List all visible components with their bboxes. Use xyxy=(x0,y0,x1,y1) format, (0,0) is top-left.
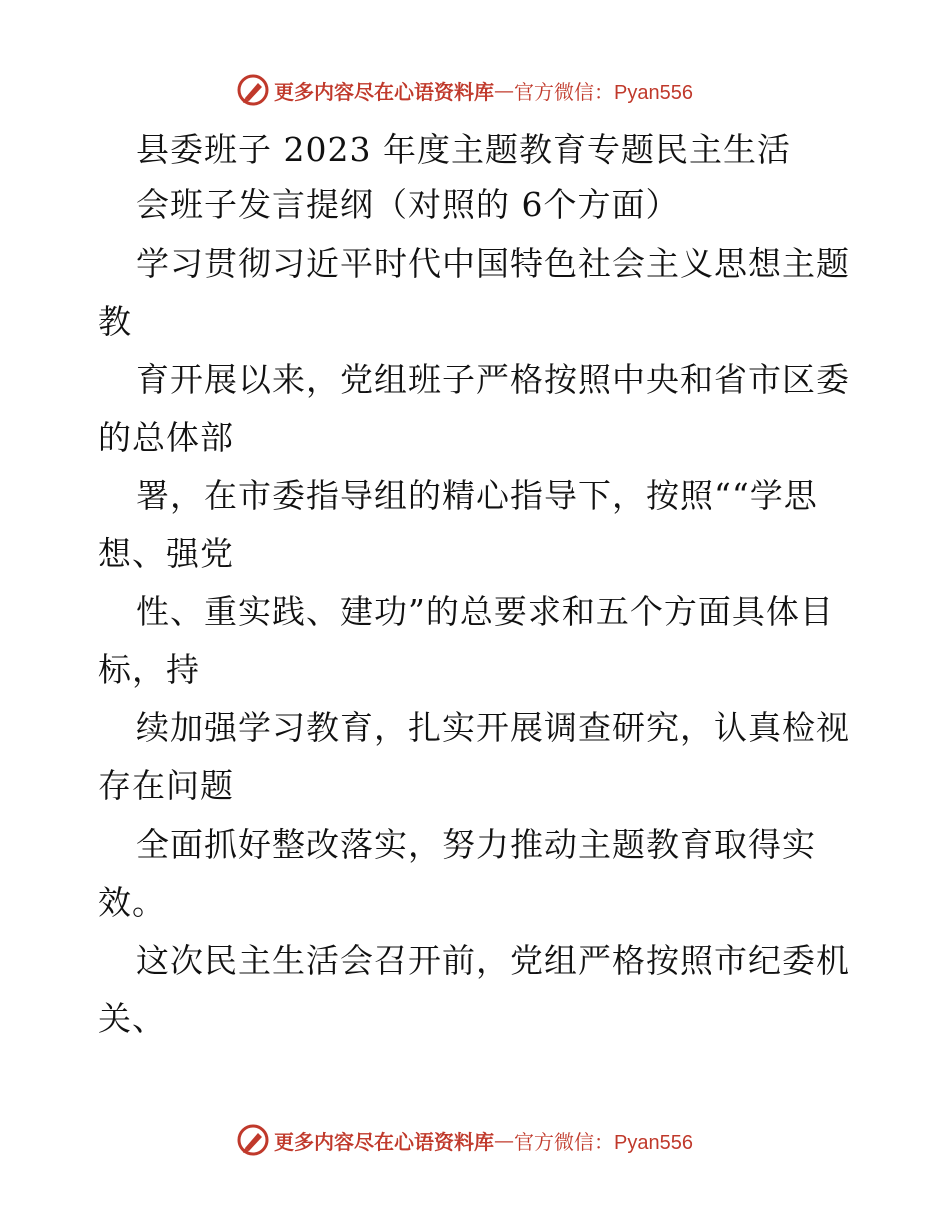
footer-watermark xyxy=(236,1122,693,1158)
paragraph-line: 育开展以来，党组班子严格按照中央和省市区委 xyxy=(136,360,850,399)
watermark-text: 更多内容尽在心语资料库 xyxy=(274,1129,494,1154)
watermark-contact: 官方微信：Pyan556 xyxy=(514,1131,693,1154)
paragraph-line: 全面抓好整改落实，努力推动主题教育取得实 xyxy=(136,825,816,864)
watermark-contact: 官方微信：Pyan556 xyxy=(514,81,693,104)
title-line-1: 县委班子 2023 年度主题教育专题民主生活 xyxy=(136,130,791,169)
title-line-2: 会班子发言提纲（对照的 6个方面） xyxy=(136,185,680,224)
paragraph-line: 署，在市委指导组的精心指导下，按照““学思 xyxy=(136,476,818,515)
paragraph-line: 教 xyxy=(98,302,132,341)
watermark-separator: — xyxy=(494,78,514,102)
paragraph-line: 学习贯彻习近平时代中国特色社会主义思想主题 xyxy=(136,244,850,283)
paragraph-line: 关、 xyxy=(98,999,166,1038)
paragraph-line: 这次民主生活会召开前，党组严格按照市纪委机 xyxy=(136,941,850,980)
pen-logo-icon xyxy=(236,1123,270,1157)
paragraph-line: 存在问题 xyxy=(98,766,234,805)
pen-logo-icon xyxy=(236,73,270,107)
paragraph-line: 效。 xyxy=(98,883,166,922)
paragraph-line: 标，持 xyxy=(98,650,200,689)
header-watermark xyxy=(236,72,693,108)
watermark-text: 更多内容尽在心语资料库 xyxy=(274,79,494,104)
paragraph-line: 性、重实践、建功”的总要求和五个方面具体目 xyxy=(136,592,834,631)
watermark-separator: — xyxy=(494,1128,514,1152)
paragraph-line: 想、强党 xyxy=(98,534,234,573)
paragraph-line: 的总体部 xyxy=(98,418,234,457)
paragraph-line: 续加强学习教育，扎实开展调查研究，认真检视 xyxy=(136,708,850,747)
